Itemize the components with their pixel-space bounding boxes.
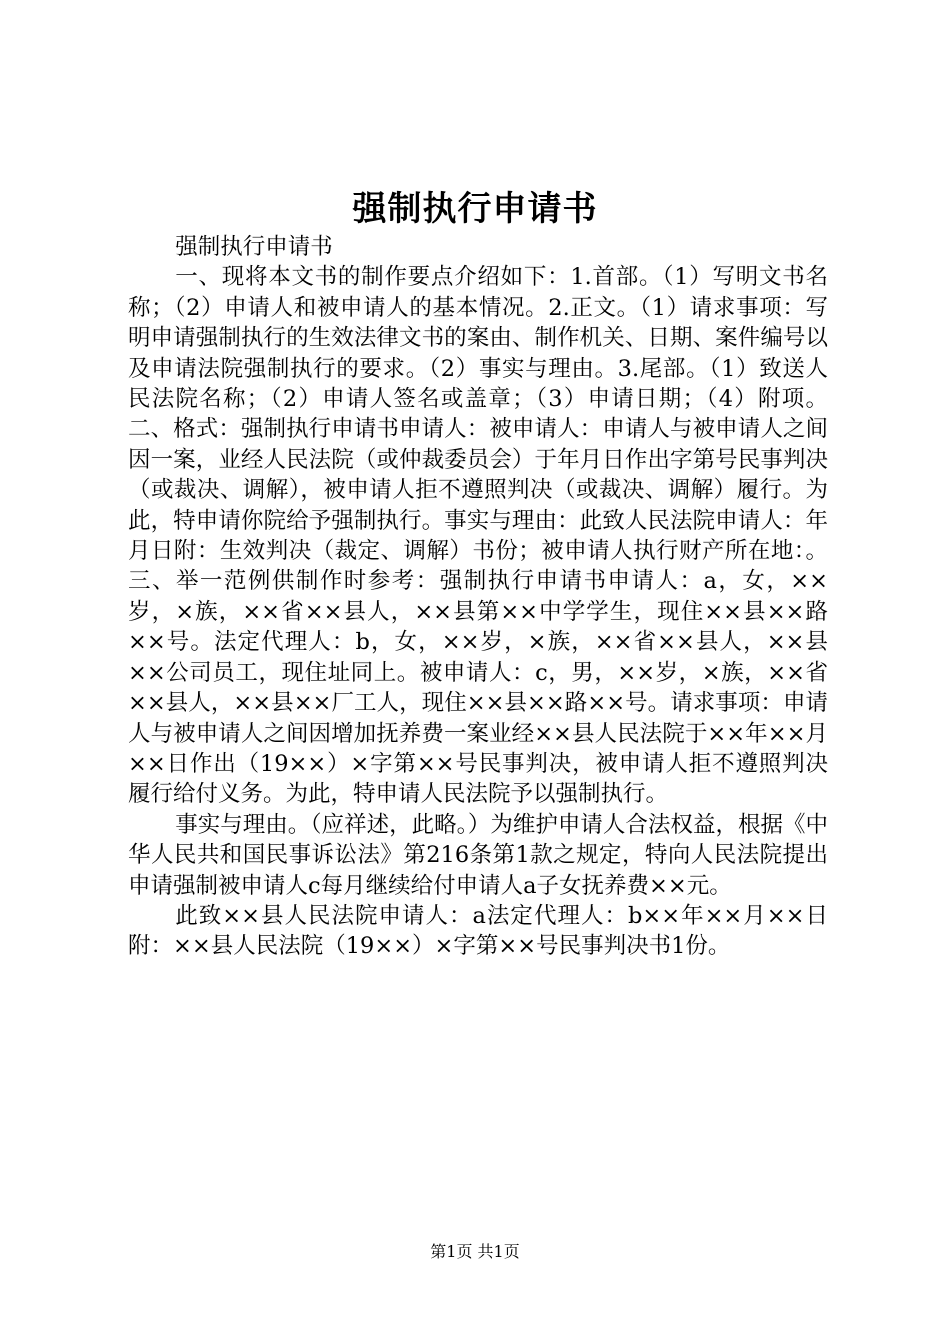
paragraph-subtitle: 强制执行申请书 bbox=[175, 234, 333, 260]
paragraph-facts: 事实与理由。（应祥述，此略。）为维护申请人合法权益，根据《中华人民共和国民事诉讼法》第216条第1款之规定，特向人民法院提出申请强制被申请人c每月继续给付申请人a子女抚养费××元。 bbox=[128, 811, 828, 899]
page-footer: 第1页 共1页 bbox=[430, 1242, 520, 1261]
paragraph-closing: 此致××县人民法院申请人：a法定代理人：b××年××月××日附：××县人民法院（19××）×字第××号民事判决书1份。 bbox=[128, 902, 828, 960]
document-body bbox=[128, 232, 828, 962]
document-title: 强制执行申请书 bbox=[352, 189, 598, 229]
paragraph-main: 一、现将本文书的制作要点介绍如下：1.首部。（1）写明文书名称；（2）申请人和被申请人的基本情况。2.正文。（1）请求事项：写明申请强制执行的生效法律文书的案由、制作机关、日期、案件编号以及申请法院强制执行的要求。（2）事实与理由。3.尾部。（1）致送人民法院名称；（2）申请人签名或盖章；（3）申请日期；（4）附项。二、格式：强制执行申请书申请人：被申请人：申请人与被申请人之间因一案，业经人民法院（或仲裁委员会）于年月日作出字第号民事判决（或裁决、调解），被申请人拒不遵照判决（或裁决、调解）履行。为此，特申请你院给予强制执行。事实与理由：此致人民法院申请人：年月日附：生效判决（裁定、调解）书份；被申请人执行财产所在地：。三、举一范例供制作时参考：强制执行申请书申请人：a，女，××岁，×族，××省××县人，××县第××中学学生，现住××县××路××号。法定代理人：b，女，××岁，×族，××省××县人，××县××公司员工，现住址同上。被申请人：c，男，××岁，×族，××省××县人，××县××厂工人，现住××县××路××号。请求事项：申请人与被申请人之间因增加抚养费一案业经××县人民法院于××年××月××日作出（19××）×字第××号民事判决，被申请人拒不遵照判决履行给付义务。为此，特申请人民法院予以强制执行。 bbox=[128, 264, 828, 808]
